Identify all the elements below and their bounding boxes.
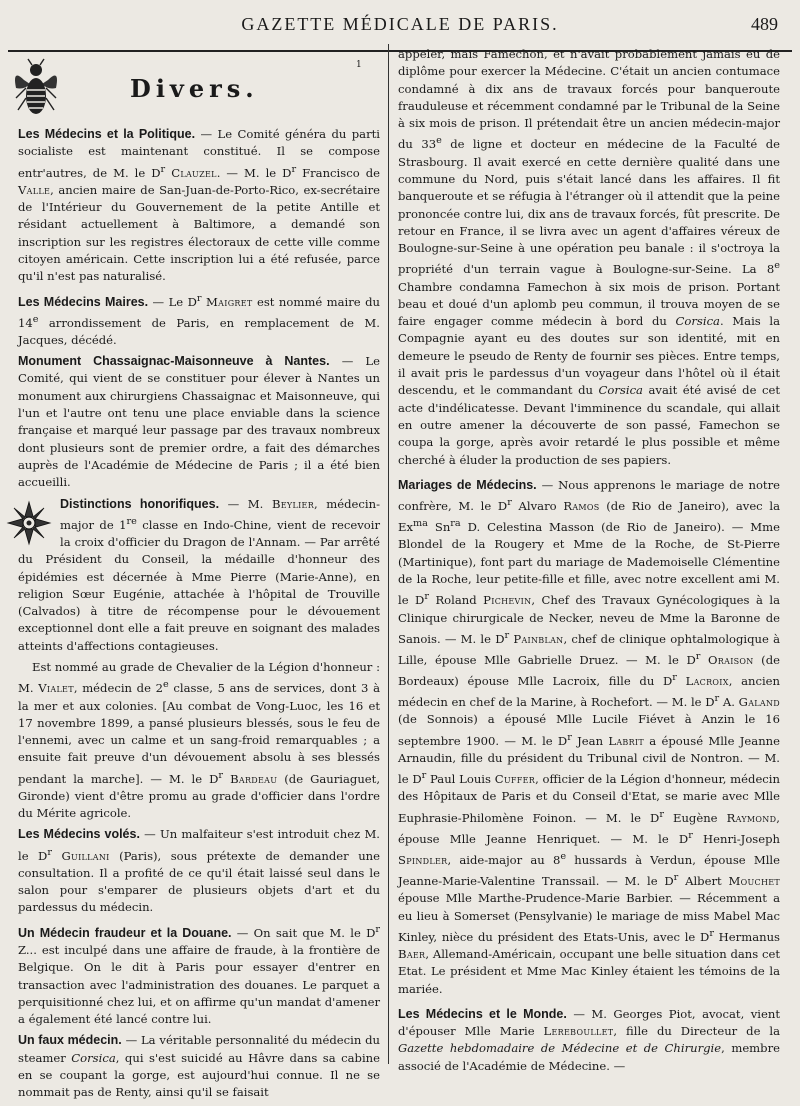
superscript: r	[218, 769, 224, 781]
article-text: Henri-Joseph	[692, 831, 780, 846]
superscript: r	[688, 829, 693, 841]
superscript: r	[695, 650, 701, 662]
bee-icon	[10, 58, 62, 120]
article-maires	[18, 290, 380, 350]
article-heading: Les Médecins volés.	[18, 827, 140, 842]
article-text: — M.	[219, 496, 272, 511]
article-text: — On sait que M. le D	[231, 925, 376, 940]
person-name: Pichevin	[483, 593, 532, 608]
person-name: Maigret	[206, 294, 253, 309]
article-heading: Les Médecins Maires.	[18, 294, 149, 309]
stray-mark: 1	[356, 60, 362, 70]
article-politique	[18, 126, 380, 286]
person-name: Ramos	[563, 499, 600, 513]
superscript: re	[126, 515, 137, 527]
superscript: e	[774, 260, 780, 272]
article-text: . Mais la Compagnie ayant eu des doutes sur son identité, mit en demeure le pseudo de Renty de fournir ses pièces. Entre temps, il avait pris le pardessus d'un voyageur dans l'hôtel où il était descendu, et le commandant du	[398, 314, 780, 398]
article-text: Hermanus	[713, 929, 780, 944]
superscript: r	[421, 770, 427, 782]
right-column	[398, 46, 780, 1079]
article-text: A.	[719, 695, 739, 710]
article-heading: Les Médecins et la Politique.	[18, 127, 196, 141]
superscript: r	[291, 163, 297, 175]
article-text: (Paris), sous prétexte de demander une consultation. Il a profité de ce qu'il était laissé seul dans le salon pour s'emparer de plusieurs objets d'art et du pardessus du médecin.	[18, 848, 380, 915]
person-name: Spindler	[398, 852, 448, 867]
article-heading: Monument Chassaignac-Maisonneuve à Nantes.	[18, 354, 330, 369]
article-text: (de Bordeaux) épouse Mlle Lacroix, fille du D	[398, 652, 780, 688]
article-text: — Le Comité généra	[195, 127, 327, 141]
section-title: Divers.	[130, 74, 259, 103]
article-text: avait été avisé de cet acte d'indélicatesse. Devant l'imminence du scandale, qui allait en outre amener la découverte de son passé, Famechon se coupa la gorge, après avoir retardé le plus possible et même cherché à éluder la production de ses papiers.	[398, 383, 780, 467]
article-text: (de Sonnois) a épousé Mlle Lucile Fiévet à Anzin le 16 septembre 1900. — M. le D	[398, 712, 780, 748]
person-name: Cuffer	[494, 772, 536, 787]
journal-name: Gazette hebdomadaire de Médecine et de Chirurgie	[398, 1041, 722, 1056]
article-voles	[18, 826, 380, 916]
article-text: , ancien maire de San-Juan-de-Porto-Rico, ex-secrétaire de l'Intérieur du Gouvernement de la petite Antille et résidant actuellement à Baltimore, a demandé son inscription sur les registres électoraux de cette ville comme citoyen américain. Cette inscription lui a été refusée, parce qu'il n'est pas naturalisé.	[18, 182, 380, 284]
superscript: ra	[450, 518, 461, 530]
article-text: , qui s'est suicidé au Hâvre dans sa cabine en se coupant la gorge, est aujourd'hui connue. Il ne se nommait pas de Renty, ainsi qu'il se faisait	[18, 1050, 381, 1100]
article-text: hussards à Verdun, épouse Mlle Jeanne-Marie-Valentine Transsail. — M. le D	[398, 852, 780, 888]
person-name: Galand	[738, 695, 780, 710]
article-heading: Un faux médecin.	[18, 1033, 122, 1048]
superscript: r	[714, 693, 720, 705]
person-name: Lacroix	[685, 673, 729, 688]
article-text: est nommé maire du 14	[18, 294, 380, 330]
article-text: , chef de clinique ophtalmologique à Lille, épouse Mlle Gabrielle Druez. — M. le D	[398, 631, 781, 667]
article-text: Chambre condamna Famechon à six mois de prison. Portant beau et doué d'un aplomb peu commun, il trouva moyen de se faire engager comme médecin à bord du	[398, 279, 780, 329]
article-text: Est nommé au grade de Chevalier de la Légion d'honneur : M.	[18, 660, 380, 696]
superscript: r	[504, 629, 510, 641]
article-text: , fille du Directeur de la	[613, 1024, 780, 1039]
article-text: épouse Mlle Marthe-Prudence-Marie Barbier. — Récemment a eu lieu à Somerset (Pensylvanie) le mariage de miss Mabel Mac Kinley, nièce du président des Etats-Unis, avec le D	[398, 891, 780, 944]
column-divider	[388, 44, 389, 1064]
article-text: Paul Louis	[426, 772, 495, 787]
article-heading: Distinctions honorifiques.	[60, 496, 220, 511]
article-faux-medecin	[18, 1032, 380, 1101]
person-name: Clauzel	[171, 165, 217, 180]
article-text: , membre associé de l'Académie de Médecine. —	[398, 1041, 780, 1073]
article-text: appeler, mais Famechon, et n'avait probablement jamais eu de diplôme pour exercer la Médecine. C'était un ancien contumace condamné à dix ans de travaux forcés pour banqueroute frauduleuse et récemment condamné par le Tribunal de la Seine à six mois de prison. Il prétendait être un ancien médecin-major du 33	[398, 47, 780, 152]
article-text: du parti socialiste est maintenant constitué. Il se compose	[18, 127, 380, 159]
article-text: , Chef des Travaux Gynécologiques à la Clinique chirurgicale de Necker, neveu de Mme la Baronne de Sanois. — M. le D	[398, 593, 780, 646]
article-text: , médecin-major de 1	[60, 496, 380, 532]
person-name: Labrit	[608, 733, 645, 748]
person-name: Lereboullet	[543, 1024, 614, 1039]
superscript: e	[32, 313, 39, 325]
person-name: Raymond	[726, 810, 777, 825]
running-header	[0, 14, 800, 40]
article-text: Sn	[427, 520, 451, 535]
article-text: , aide-major au 8	[447, 852, 561, 867]
person-name: Vialet	[38, 681, 74, 696]
article-text: Roland	[428, 593, 484, 608]
article-text: , épouse Mlle Jeanne Henriquet. — M. le D	[398, 810, 780, 846]
person-name: Baer	[398, 947, 426, 961]
article-text: , officier de la Légion d'honneur, médecin des Hôpitaux de Paris et du Conseil d'Etat, se marie avec Mlle Euphrasie-Philomène Foinon. — M. le D	[398, 772, 780, 825]
legion-of-honour-cross-icon	[4, 498, 54, 548]
superscript: r	[196, 292, 202, 304]
article-text: Albert	[678, 873, 729, 888]
article-text: Z... est inculpé dans une affaire de fraude, à la frontière de Belgique. On le dit à Paris pour essayer d'entrer en transaction avec l'administration des douanes. Le parquet a perquisitionné chez lui, et on affirme qu'un mandat d'amener a également été lancé contre lui.	[18, 942, 380, 1027]
article-text: Eugène	[663, 810, 727, 825]
person-name: Valle	[18, 182, 51, 197]
article-text: Alvaro	[511, 499, 564, 513]
person-name: Oraison	[707, 652, 754, 667]
person-name: Painblan	[513, 631, 564, 646]
article-text: Francisco de	[296, 165, 380, 180]
article-text: — M. Georges Piot, avocat, vient d'épouser Mlle Marie	[398, 1006, 780, 1039]
superscript: r	[709, 927, 714, 939]
superscript: e	[436, 135, 442, 147]
superscript: r	[424, 591, 429, 603]
superscript: r	[507, 497, 512, 509]
article-text: Jean	[571, 733, 609, 748]
superscript: e	[163, 679, 169, 691]
superscript: r	[673, 872, 679, 884]
article-monument	[18, 353, 380, 491]
article-text: — La véritable personnalité du médecin du steamer	[18, 1033, 380, 1065]
person-name: Bardeau	[230, 771, 278, 786]
article-text: a épousé Mlle Jeanne Arnaudin, fille du président du Tribunal civil de Nontron. — M. le D	[398, 733, 780, 787]
article-text: classe en Indo-Chine, vient de recevoir la croix d'officier du Dragon de l'Annam. — Par arrêté du Président du Conseil, la médaille d'honneur des épidémies est décernée à Mme Pierre (Marie-Anne), en religion Sœur Eugénie, attachée à l'hôpital de Trouville (Calvados) à titre de récompense pour le dévouement exceptionnel dont elle a fait preuve en soignant des malades atteints d'affections contagieuses.	[18, 517, 380, 653]
article-faux-medecin-continued	[398, 46, 780, 469]
article-text: arrondissement de Paris, en remplacement de M. Jacques, décédé.	[18, 315, 380, 347]
superscript: r	[47, 846, 52, 858]
superscript: r	[672, 672, 677, 684]
superscript: r	[160, 163, 166, 175]
article-monde	[398, 1006, 780, 1075]
article-text: , Allemand-Américain, occupant une belle situation dans cet Etat. Le président et Mme Mac Kinley étaient les témoins de la mariée.	[398, 947, 780, 996]
article-distinctions	[18, 496, 380, 656]
article-heading: Mariages de Médecins.	[398, 477, 537, 492]
article-heading: Un Médecin fraudeur et la Douane.	[18, 925, 232, 940]
page-number: 489	[751, 14, 778, 34]
article-text: — Le D	[148, 294, 197, 309]
article-text: — Un malfaiteur s'est introduit chez M. le D	[18, 827, 380, 863]
article-text: entr'autres, de M. le D	[18, 165, 161, 180]
superscript: e	[560, 850, 567, 862]
superscript: r	[375, 923, 380, 935]
article-text: — Le Comité, qui vient de se constituer pour élever à Nantes un monument aux chirurgiens Chassaignac et Maisonneuve, qui l'un et l'autre ont tenu une place enviable dans la science française et marqué leur passage par des travaux nombreux dont plusieurs sont de premier ordre, a fait des démarches auprès de l'Académie de Médecine de Paris ; il a été bien accueilli.	[18, 354, 380, 490]
article-text: (de Gauriaguet, Gironde) vient d'être promu au grade d'officier dans l'ordre du Mérite agricole.	[18, 771, 380, 821]
person-name: Beylier	[271, 496, 315, 511]
ship-name: Corsica	[675, 314, 720, 329]
superscript: ma	[413, 518, 428, 530]
article-text: D. Celestina Masson (de Rio de Janeiro). — Mme Blondel de la Rougery et Mme de la Roche, de St-Pierre (Martinique), font part du mariage de Mademoiselle Clémentine de la Roche, leur petite-fille et fille, avec notre excellent ami M. le D	[398, 520, 780, 608]
person-name: Mouchet	[728, 873, 780, 888]
article-text: — Nous apprenons le mariage de notre confrère, M. le D	[398, 477, 780, 513]
article-text: , médecin de 2	[73, 681, 163, 696]
journal-title: GAZETTE MÉDICALE DE PARIS.	[241, 14, 559, 34]
article-text: . — M. le D	[216, 165, 292, 180]
article-legion-honneur	[18, 659, 380, 822]
article-douane	[18, 921, 380, 1029]
article-text: de ligne et docteur en médecine de la Faculté de Strasbourg. Il avait exercé en cette dernière qualité dans une commune du Nord, puis s'était lancé dans les affaires. Il fit banqueroute et se réfugia à l'étranger où il attendit que la peine prononcée contre lui, dix ans de travaux forcés, fût prescrite. De retour en France, il se livra avec un agent d'affaires véreux de Boulogne-sur-Seine à une opération peu banale : il s'octroya la propriété d'un terrain vague à Boulogne-sur-Seine. La 8	[398, 137, 780, 277]
article-text: (de Rio de Janeiro), avec la Ex	[398, 499, 780, 535]
superscript: r	[659, 808, 664, 820]
person-name: Guillani	[61, 848, 110, 863]
article-text: classe, 5 ans de services, dont 3 à la mer et aux colonies. [Au combat de Vong-Luoc, les 16 et 17 novembre 1899, a pansé plusieurs blessés, sous le feu de l'ennemi, avec un calme et un sang-froid remarquables ; a ensuite fait preuve d'un dévouement absolu à ses blessés pendant la marche]. — M. le D	[18, 681, 380, 786]
article-mariages	[398, 477, 780, 998]
superscript: r	[567, 731, 572, 743]
ship-name: Corsica	[598, 383, 643, 398]
article-heading: Les Médecins et le Monde.	[398, 1006, 567, 1021]
left-column	[18, 58, 380, 1106]
ship-name: Corsica	[71, 1050, 116, 1065]
section-heading-block	[18, 58, 380, 126]
article-text: , ancien médecin en chef de la Marine, à Rochefort. — M. le D	[398, 673, 781, 710]
